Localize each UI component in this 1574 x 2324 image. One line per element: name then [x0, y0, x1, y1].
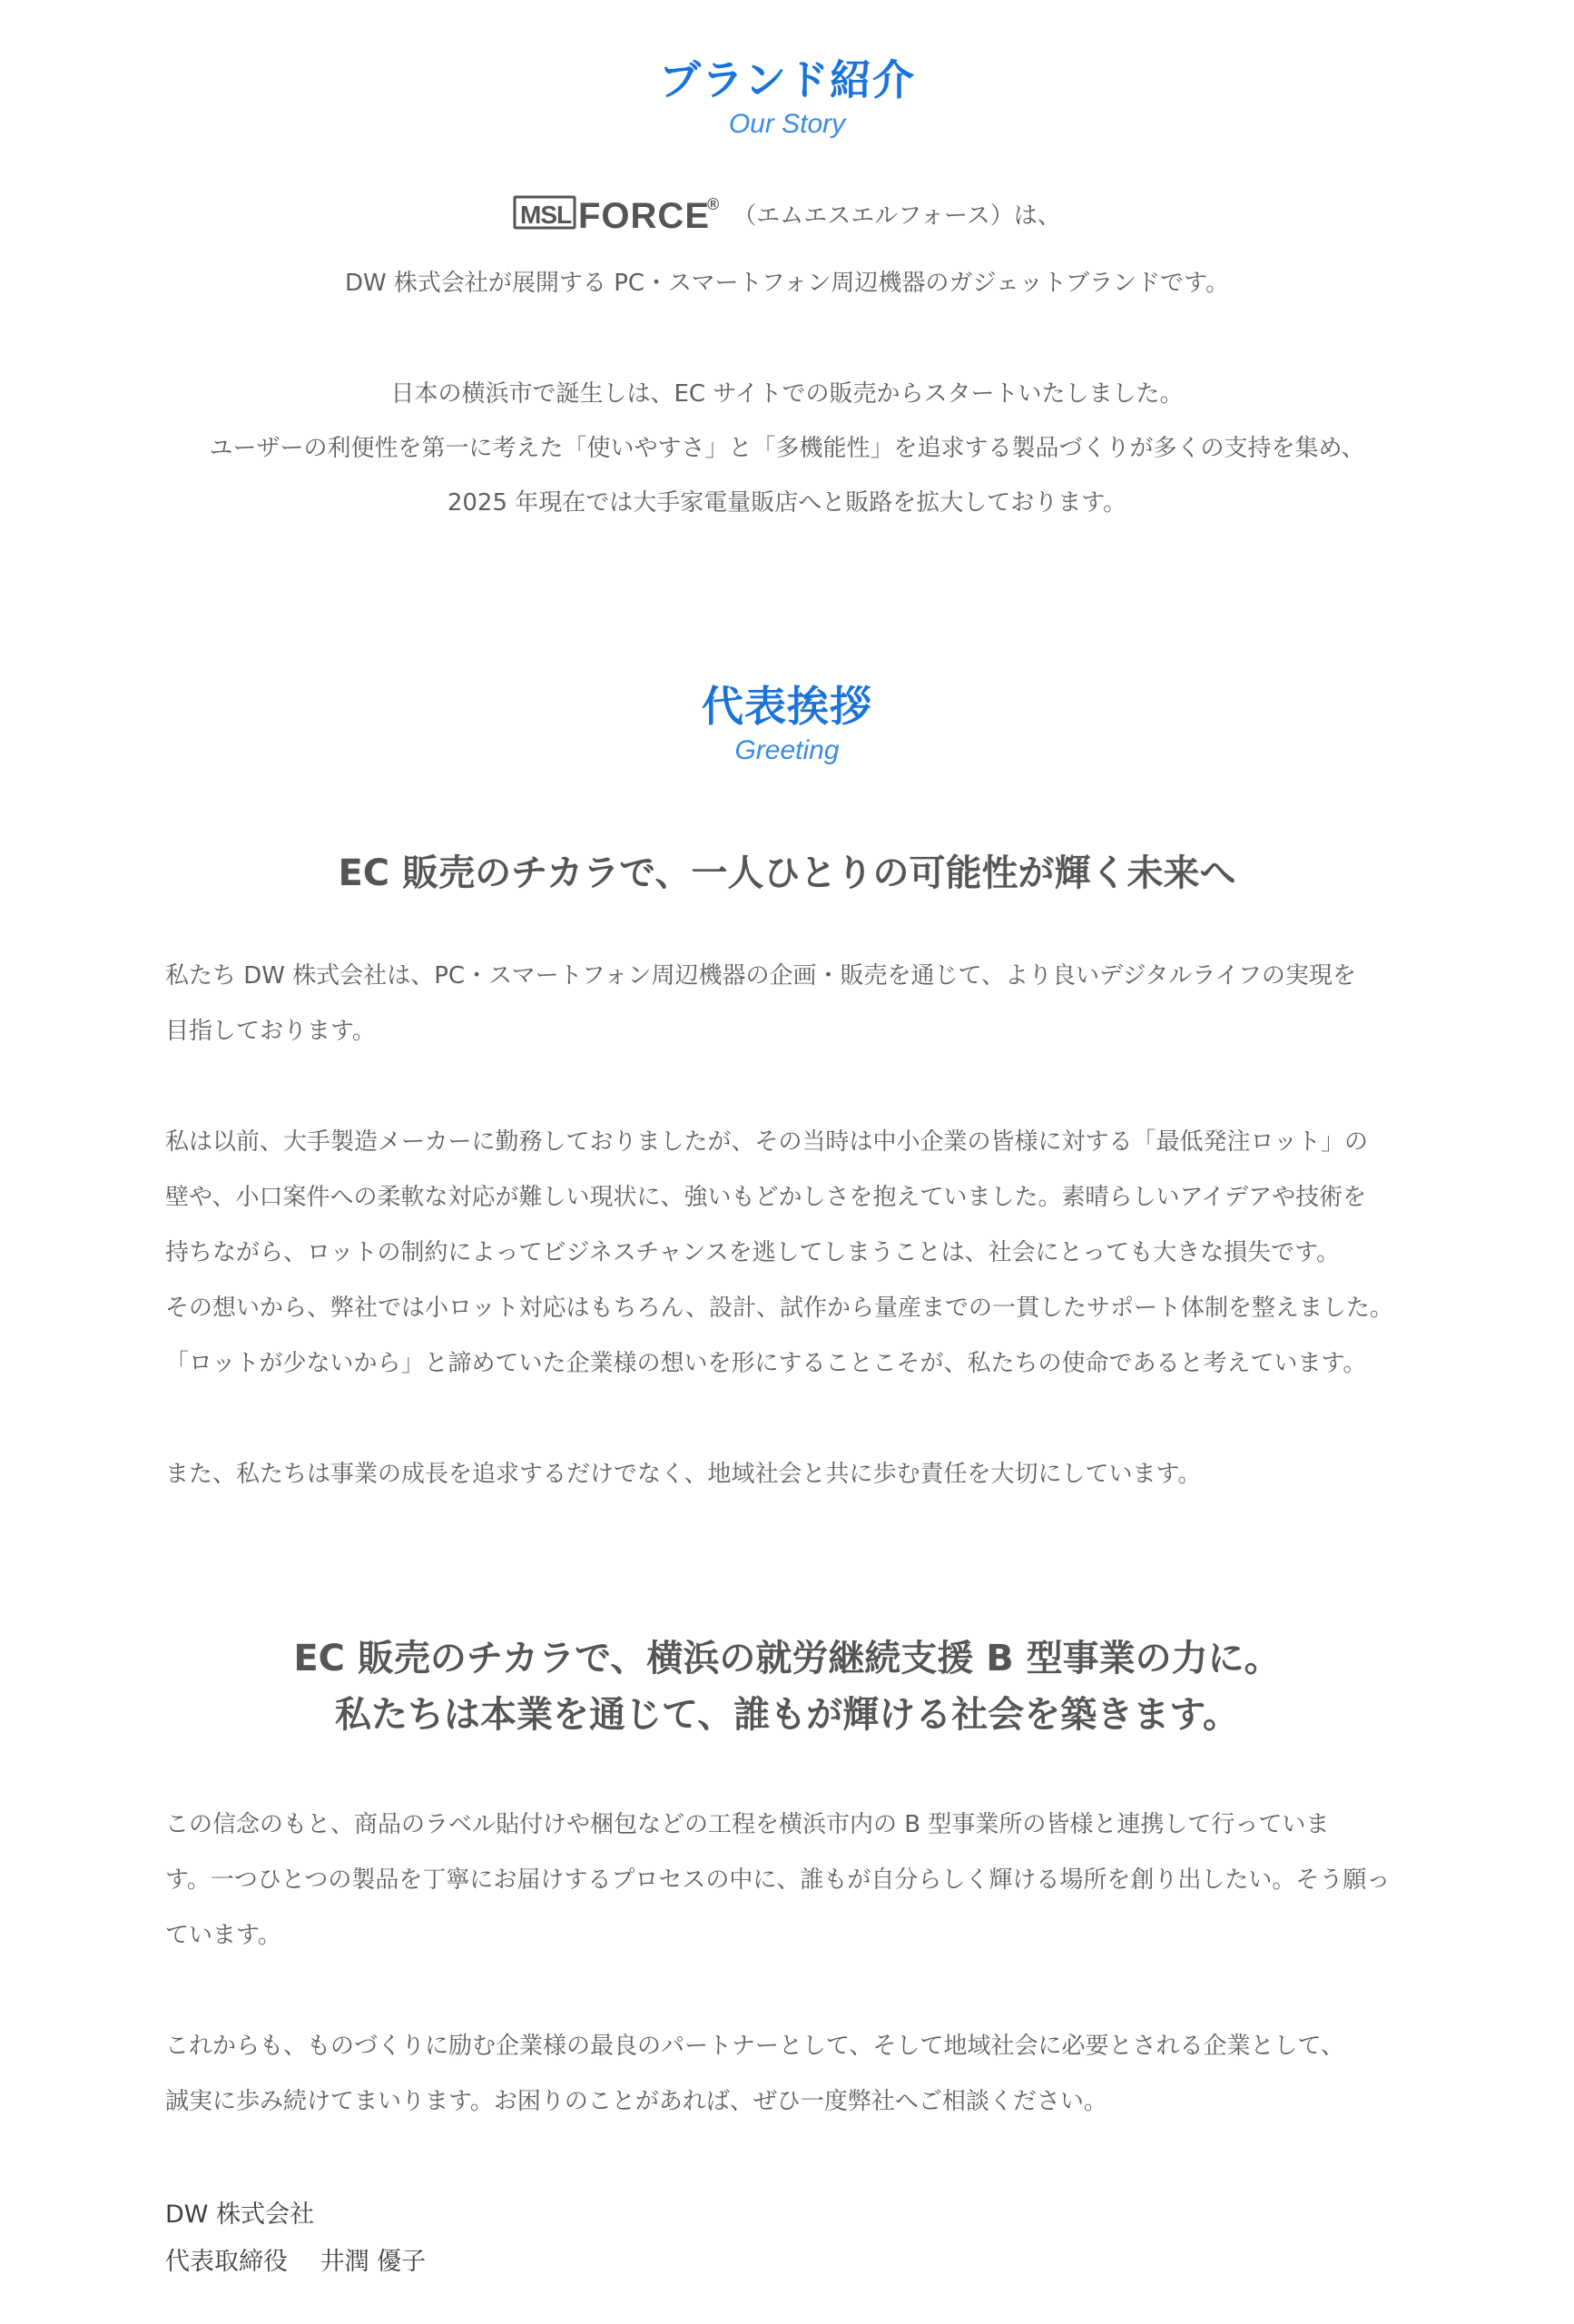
paragraph-line: 「ロットが少ないから」と諦めていた企業様の想いを形にすることこそが、私たちの使命であると考えています。 — [165, 1350, 1367, 1377]
paragraph-line: 壁や、小口案件への柔軟な対応が難しい現状に、強いもどかしさを抱えていました。素晴らしいアイデアや技術を — [165, 1184, 1367, 1211]
brand-line: 2025 年現在では大手家電量販店へと販路を拡大しております。 — [447, 489, 1127, 517]
paragraph-line: 持ちながら、ロットの制約によってビジネスチャンスを逃してしまうことは、社会にとっても大きな損失です。 — [165, 1239, 1341, 1266]
brand-line: DW 株式会社が展開する PC・スマートフォン周辺機器のガジェットブランドです。 — [344, 270, 1230, 297]
greeting-subtitle: Greeting — [734, 735, 840, 765]
greeting-headline-1 — [0, 845, 1574, 901]
brand-title: ブランド紹介 — [659, 55, 915, 104]
paragraph-line: また、私たちは事業の成長を追求するだけでなく、地域社会と共に歩む責任を大切にしています。 — [165, 1461, 1202, 1488]
greeting-headline-2-line-1: EC 販売のチカラで、横浜の就労継続支援 B 型事業の力に。 — [293, 1638, 1281, 1679]
paragraph-line: 私は以前、大手製造メーカーに勤務しておりましたが、その当時は中小企業の皆様に対する「最低発注ロット」の — [165, 1128, 1368, 1156]
greeting-section-heading — [0, 679, 1574, 768]
greeting-body-lower — [165, 1797, 1418, 2130]
svg-text:®: ® — [707, 195, 720, 213]
svg-text:FORCE: FORCE — [578, 196, 711, 233]
brand-section-heading — [0, 53, 1574, 142]
signature — [165, 2191, 426, 2286]
paragraph-line: 私たち DW 株式会社は、PC・スマートフォン周辺機器の企画・販売を通じて、より良いデジタルライフの実現を — [165, 962, 1356, 990]
paragraph-line: す。一つひとつの製品を丁寧にお届けするプロセスの中に、誰もが自分らしく輝ける場所を創り出したい。そう願っ — [165, 1866, 1391, 1894]
brand-subtitle: Our Story — [728, 109, 846, 139]
brand-logo-line — [0, 182, 1574, 245]
greeting-headline-2-line-2: 私たちは本業を通じて、誰もが輝ける社会を築きます。 — [335, 1694, 1239, 1736]
brand-logo-suffix: （エムエスエルフォース）は、 — [733, 202, 1061, 230]
greeting-headline-1-text: EC 販売のチカラで、一人ひとりの可能性が輝く未来へ — [338, 852, 1236, 894]
paragraph-line: ています。 — [165, 1922, 281, 1949]
paragraph-line: これからも、ものづくりに励む企業様の最良のパートナーとして、そして地域社会に必要とされる企業として、 — [165, 2033, 1344, 2060]
greeting-title: 代表挨拶 — [702, 682, 872, 731]
brand-description — [0, 256, 1574, 530]
msl-force-logo-icon — [513, 193, 727, 233]
brand-line: 日本の横浜市で誕生しは、EC サイトでの販売からスタートいたしました。 — [390, 380, 1184, 408]
signature-name: 代表取締役 井潤 優子 — [165, 2248, 427, 2276]
paragraph-line: 誠実に歩み続けてまいります。お困りのことがあれば、ぜひ一度弊社へご相談ください。 — [165, 2088, 1107, 2115]
greeting-headline-2 — [0, 1630, 1574, 1743]
msl-force-logo — [513, 193, 727, 233]
paragraph-line: この信念のもと、商品のラベル貼付けや梱包などの工程を横浜市内の B 型事業所の皆様と連携して行っていま — [165, 1811, 1330, 1838]
brand-line: ユーザーの利便性を第一に考えた「使いやすさ」と「多機能性」を追求する製品づくりが多くの支持を集め、 — [209, 435, 1365, 462]
greeting-body-upper — [165, 949, 1418, 1502]
paragraph-line: 目指しております。 — [165, 1018, 376, 1045]
svg-text:MSL: MSL — [520, 201, 572, 229]
signature-company: DW 株式会社 — [165, 2201, 315, 2229]
paragraph-line: その想いから、弊社では小ロット対応はもちろん、設計、試作から量産までの一貫したサポート体制を整えました。 — [165, 1295, 1394, 1322]
